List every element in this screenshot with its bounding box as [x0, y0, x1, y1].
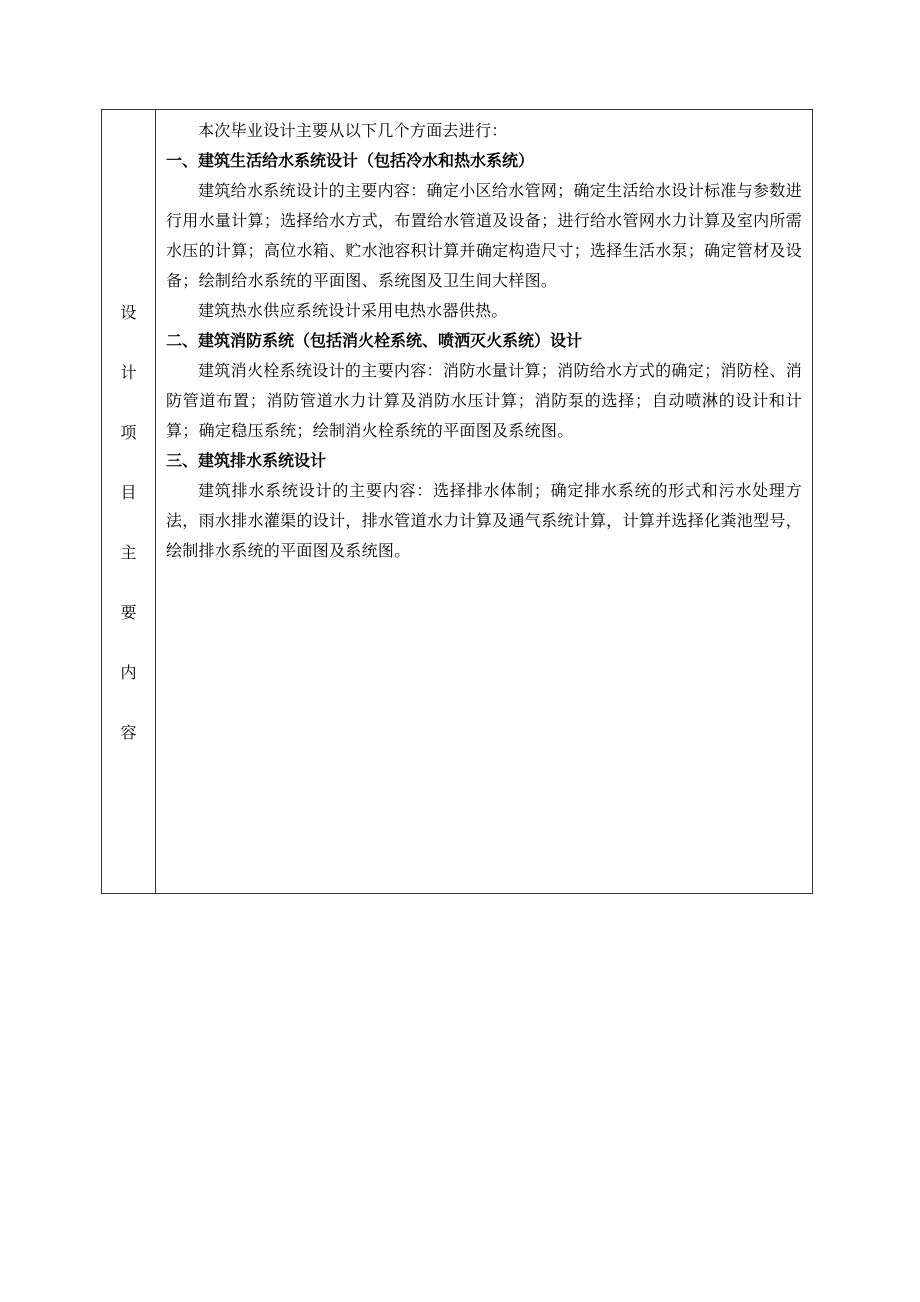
- section-paragraph: 建筑热水供应系统设计采用电热水器供热。: [198, 301, 508, 320]
- side-label-char: 设: [120, 303, 137, 322]
- side-label-char: 主: [120, 543, 137, 562]
- section-heading-drainage: 三、建筑排水系统设计: [166, 451, 327, 470]
- content-column: [156, 110, 812, 893]
- side-label-char: 内: [120, 663, 137, 682]
- side-label-char: 项: [120, 423, 137, 442]
- section-heading-water-supply: 一、建筑生活给水系统设计（包括冷水和热水系统）: [166, 151, 535, 170]
- design-content-table: [101, 109, 813, 894]
- section-paragraph: 建筑消火栓系统设计的主要内容：消防水量计算；消防给水方式的确定；消防栓、消防管道布置；消防管道水力计算及消防水压计算；消防泵的选择；自动喷淋的设计和计算；确定稳压系统；绘制消火栓系统的平面图及系统图。: [166, 361, 802, 440]
- section-heading-fire-protection: 二、建筑消防系统（包括消火栓系统、喷洒灭火系统）设计: [166, 331, 583, 350]
- intro-paragraph: 本次毕业设计主要从以下几个方面去进行：: [198, 121, 508, 140]
- side-label-column: [102, 110, 156, 893]
- section-paragraph: 建筑给水系统设计的主要内容：确定小区给水管网；确定生活给水设计标准与参数进行用水量计算；选择给水方式，布置给水管道及设备；进行给水管网水力计算及室内所需水压的计算；高位水箱、贮水池容积计算并确定构造尺寸；选择生活水泵；确定管材及设备；绘制给水系统的平面图、系统图及卫生间大样图。: [166, 181, 802, 290]
- side-label-char: 要: [120, 603, 137, 622]
- section-paragraph: 建筑排水系统设计的主要内容：选择排水体制；确定排水系统的形式和污水处理方法，雨水排水灌渠的设计，排水管道水力计算及通气系统计算，计算并选择化粪池型号，绘制排水系统的平面图及系统图。: [166, 481, 802, 560]
- side-label-char: 计: [120, 363, 137, 382]
- side-label-char: 目: [120, 483, 137, 502]
- side-label-char: 容: [120, 723, 137, 742]
